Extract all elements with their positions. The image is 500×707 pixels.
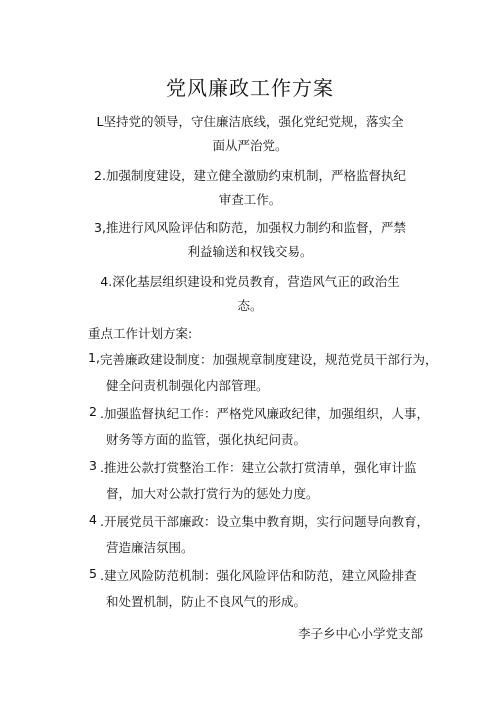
- plan-item-1-number: 1,: [88, 350, 100, 365]
- principle-1-line-2: 面从严治党。: [212, 138, 288, 153]
- principle-1-line-1: L坚持党的领导，守住廉洁底线，强化党纪党规，落实全: [96, 114, 404, 129]
- plan-item-4-line-1: .开展党员干部廉政：设立集中教育期，实行问题导向教育，: [100, 514, 429, 529]
- principle-2-line-2: 审查工作。: [218, 192, 282, 207]
- plan-item-3-number: 3: [89, 458, 97, 473]
- principle-4-line-1: 4.深化基层组织建设和党员教育，营造风气正的政治生: [100, 274, 400, 289]
- plan-item-5-line-2: 和处置机制，防止不良风气的形成。: [106, 594, 307, 609]
- plan-item-3-line-2: 督，加大对公款打赏行为的惩处力度。: [106, 486, 319, 501]
- plan-item-1-line-2: 健全问责机制强化内部管理。: [106, 378, 269, 393]
- plan-item-2-number: 2: [89, 404, 97, 419]
- plan-item-5-line-1: .建立风险防范机制：强化风险评估和防范，建立风险排查: [100, 568, 417, 583]
- plan-item-5-number: 5: [89, 566, 97, 581]
- principle-4-line-2: 态。: [237, 298, 263, 313]
- section-heading: 重点工作计划方案:: [88, 326, 193, 341]
- principle-3-line-1: 3,推进行风风险评估和防范，加强权力制约和监督，严禁: [94, 220, 406, 235]
- principle-3-line-2: 利益输送和权钱交易。: [187, 244, 313, 259]
- plan-item-2-line-2: 财务等方面的监管，强化执纪问责。: [106, 432, 307, 447]
- plan-item-2-line-1: .加强监督执纪工作：严格党风廉政纪律，加强组织，人事，: [100, 406, 429, 421]
- plan-item-1-line-1: 完善廉政建设制度：加强规章制度建设，规范党员干部行为，: [100, 352, 438, 367]
- plan-item-4-number: 4: [89, 512, 97, 527]
- document-title: 党风廉政工作方案: [166, 76, 334, 100]
- principle-2-line-1: 2.加强制度建设，建立健全激励约束机制，严格监督执纪: [94, 168, 406, 183]
- plan-item-3-line-1: .推进公款打赏整治工作：建立公款打赏清单，强化审计监: [100, 460, 417, 475]
- signature: 李子乡中心小学党支部: [298, 626, 424, 641]
- plan-item-4-line-2: 营造廉洁氛围。: [106, 540, 194, 555]
